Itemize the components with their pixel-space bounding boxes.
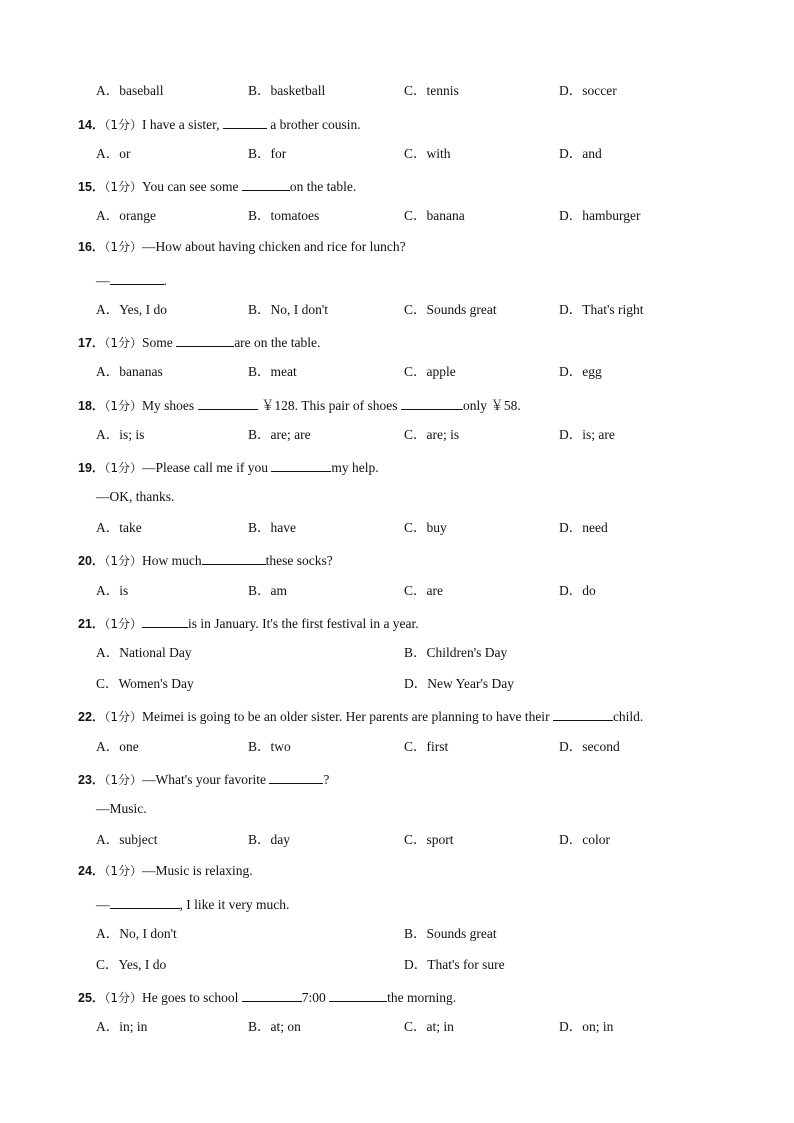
reply-end: . [163, 273, 167, 288]
reply-dash: — [96, 273, 110, 288]
q22-option-d[interactable]: D．second [559, 739, 620, 754]
q20-option-c[interactable]: C．are [404, 583, 443, 598]
stem-text: ￥128. This pair of shoes [257, 398, 401, 413]
q19-option-d[interactable]: D．need [559, 520, 608, 535]
stem-text: these socks? [265, 553, 333, 568]
stem-text: ? [323, 772, 330, 787]
q19-reply: —OK, thanks. [96, 489, 175, 504]
q24-stem [78, 862, 253, 880]
q19-option-b[interactable]: B．have [248, 520, 296, 535]
stem-text: How much [142, 553, 202, 568]
q15-option-a[interactable]: A．orange [96, 208, 156, 223]
q18-option-b[interactable]: B．are; are [248, 427, 311, 442]
score-label: （1分） [104, 773, 143, 787]
answer-blank[interactable] [242, 176, 290, 191]
score-label: （1分） [104, 461, 143, 475]
q22-option-c[interactable]: C．first [404, 739, 449, 754]
answer-blank[interactable] [329, 987, 387, 1002]
q18-stem [78, 395, 521, 415]
stem-text: —What's your favorite [142, 772, 270, 787]
stem-text: are on the table. [234, 335, 321, 350]
stem-text: child. [612, 709, 644, 724]
q17-option-b[interactable]: B．meat [248, 364, 297, 379]
q23-option-b[interactable]: B．day [248, 832, 290, 847]
stem-text: I have a sister, [142, 117, 223, 132]
q19-stem [78, 457, 379, 477]
q18-option-c[interactable]: C．are; is [404, 427, 460, 442]
question-number: 14． [78, 118, 105, 132]
stem-text: the morning. [387, 990, 457, 1005]
stem-text: Meimei is going to be an older sister. Her parents are planning to have their [142, 709, 553, 724]
q15-option-c[interactable]: C．banana [404, 208, 465, 223]
q25-option-c[interactable]: C．at; in [404, 1019, 454, 1034]
stem-text: He goes to school [142, 990, 242, 1005]
q24-option-c[interactable]: C．Yes, I do [96, 957, 167, 972]
q14-option-a[interactable]: A．or [96, 146, 131, 161]
question-number: 17． [78, 336, 105, 350]
q21-option-a[interactable]: A．National Day [96, 645, 192, 660]
q24-option-b[interactable]: B．Sounds great [404, 926, 497, 941]
score-label: （1分） [104, 554, 143, 568]
stem-text: Some [142, 335, 177, 350]
question-number: 19． [78, 461, 105, 475]
stem-text: 7:00 [301, 990, 330, 1005]
answer-blank[interactable] [553, 706, 613, 721]
answer-blank[interactable] [176, 332, 234, 347]
q17-option-a[interactable]: A．bananas [96, 364, 163, 379]
answer-blank[interactable] [142, 613, 188, 628]
q22-stem [78, 706, 643, 726]
q16-reply [96, 270, 167, 290]
q16-option-b[interactable]: B．No, I don't [248, 302, 329, 317]
answer-blank[interactable] [242, 987, 302, 1002]
answer-blank[interactable] [198, 395, 258, 410]
reply-dash: — [96, 897, 110, 912]
score-label: （1分） [104, 240, 143, 254]
answer-blank[interactable] [401, 395, 463, 410]
score-label: （1分） [104, 991, 143, 1005]
stem-text: my help. [331, 460, 379, 475]
q17-option-d[interactable]: D．egg [559, 364, 602, 379]
stem-text: My shoes [142, 398, 198, 413]
score-label: （1分） [104, 617, 143, 631]
stem-text: on the table. [289, 179, 357, 194]
answer-blank[interactable] [110, 894, 180, 909]
stem-text: —Please call me if you [142, 460, 272, 475]
q22-option-b[interactable]: B．two [248, 739, 291, 754]
q25-option-d[interactable]: D．on; in [559, 1019, 614, 1034]
q16-option-d[interactable]: D．That's right [559, 302, 644, 317]
question-number: 20． [78, 554, 105, 568]
stem-text: —Music is relaxing. [142, 863, 253, 878]
q21-option-d[interactable]: D．New Year's Day [404, 676, 515, 691]
score-label: （1分） [104, 180, 143, 194]
q24-option-d[interactable]: D．That's for sure [404, 957, 505, 972]
stem-text: —How about having chicken and rice for lunch? [142, 239, 406, 254]
q18-option-a[interactable]: A．is; is [96, 427, 145, 442]
q17-stem [78, 332, 320, 352]
q16-stem [78, 238, 406, 256]
q13-option-a[interactable]: A．baseball [96, 83, 164, 98]
score-label: （1分） [104, 336, 143, 350]
q25-option-a[interactable]: A．in; in [96, 1019, 148, 1034]
q23-option-c[interactable]: C．sport [404, 832, 454, 847]
q21-option-b[interactable]: B．Children's Day [404, 645, 508, 660]
q19-option-c[interactable]: C．buy [404, 520, 447, 535]
q25-option-b[interactable]: B．at; on [248, 1019, 301, 1034]
q23-reply: —Music. [96, 801, 147, 816]
score-label: （1分） [104, 399, 143, 413]
q13-option-b[interactable]: B．basketball [248, 83, 326, 98]
question-number: 23． [78, 773, 105, 787]
q24-option-a[interactable]: A．No, I don't [96, 926, 177, 941]
score-label: （1分） [104, 118, 143, 132]
q13-option-c[interactable]: C．tennis [404, 83, 459, 98]
answer-blank[interactable] [271, 457, 331, 472]
question-number: 25． [78, 991, 105, 1005]
q16-option-a[interactable]: A．Yes, I do [96, 302, 168, 317]
stem-text: a brother cousin. [266, 117, 361, 132]
q24-reply [96, 894, 289, 914]
q23-option-d[interactable]: D．color [559, 832, 610, 847]
answer-blank[interactable] [202, 550, 266, 565]
question-number: 15． [78, 180, 105, 194]
q14-option-d[interactable]: D．and [559, 146, 602, 161]
score-label: （1分） [104, 710, 143, 724]
reply-end: , I like it very much. [179, 897, 290, 912]
q23-option-a[interactable]: A．subject [96, 832, 158, 847]
q16-option-c[interactable]: C．Sounds great [404, 302, 497, 317]
question-number: 22． [78, 710, 105, 724]
q25-stem [78, 987, 456, 1007]
q15-stem [78, 176, 356, 196]
q20-option-a[interactable]: A．is [96, 583, 129, 598]
q20-option-d[interactable]: D．do [559, 583, 596, 598]
q22-option-a[interactable]: A．one [96, 739, 139, 754]
stem-text: You can see some [142, 179, 242, 194]
q14-option-b[interactable]: B．for [248, 146, 287, 161]
stem-text: is in January. It's the first festival in a year. [188, 616, 419, 631]
q23-stem [78, 769, 329, 789]
q13-option-d[interactable]: D．soccer [559, 83, 617, 98]
answer-blank[interactable] [223, 114, 267, 129]
question-number: 24． [78, 864, 105, 878]
q18-option-d[interactable]: D．is; are [559, 427, 615, 442]
question-number: 21． [78, 617, 105, 631]
question-number: 16． [78, 240, 105, 254]
q14-stem [78, 114, 361, 134]
answer-blank[interactable] [110, 270, 164, 285]
q14-option-c[interactable]: C．with [404, 146, 451, 161]
q20-stem [78, 550, 333, 570]
question-number: 18． [78, 399, 105, 413]
q21-stem [78, 613, 419, 633]
q15-option-b[interactable]: B．tomatoes [248, 208, 320, 223]
q21-option-c[interactable]: C．Women's Day [96, 676, 194, 691]
q19-option-a[interactable]: A．take [96, 520, 142, 535]
stem-text: only ￥58. [462, 398, 521, 413]
answer-blank[interactable] [269, 769, 323, 784]
q17-option-c[interactable]: C．apple [404, 364, 456, 379]
q15-option-d[interactable]: D．hamburger [559, 208, 641, 223]
q20-option-b[interactable]: B．am [248, 583, 287, 598]
score-label: （1分） [104, 864, 143, 878]
